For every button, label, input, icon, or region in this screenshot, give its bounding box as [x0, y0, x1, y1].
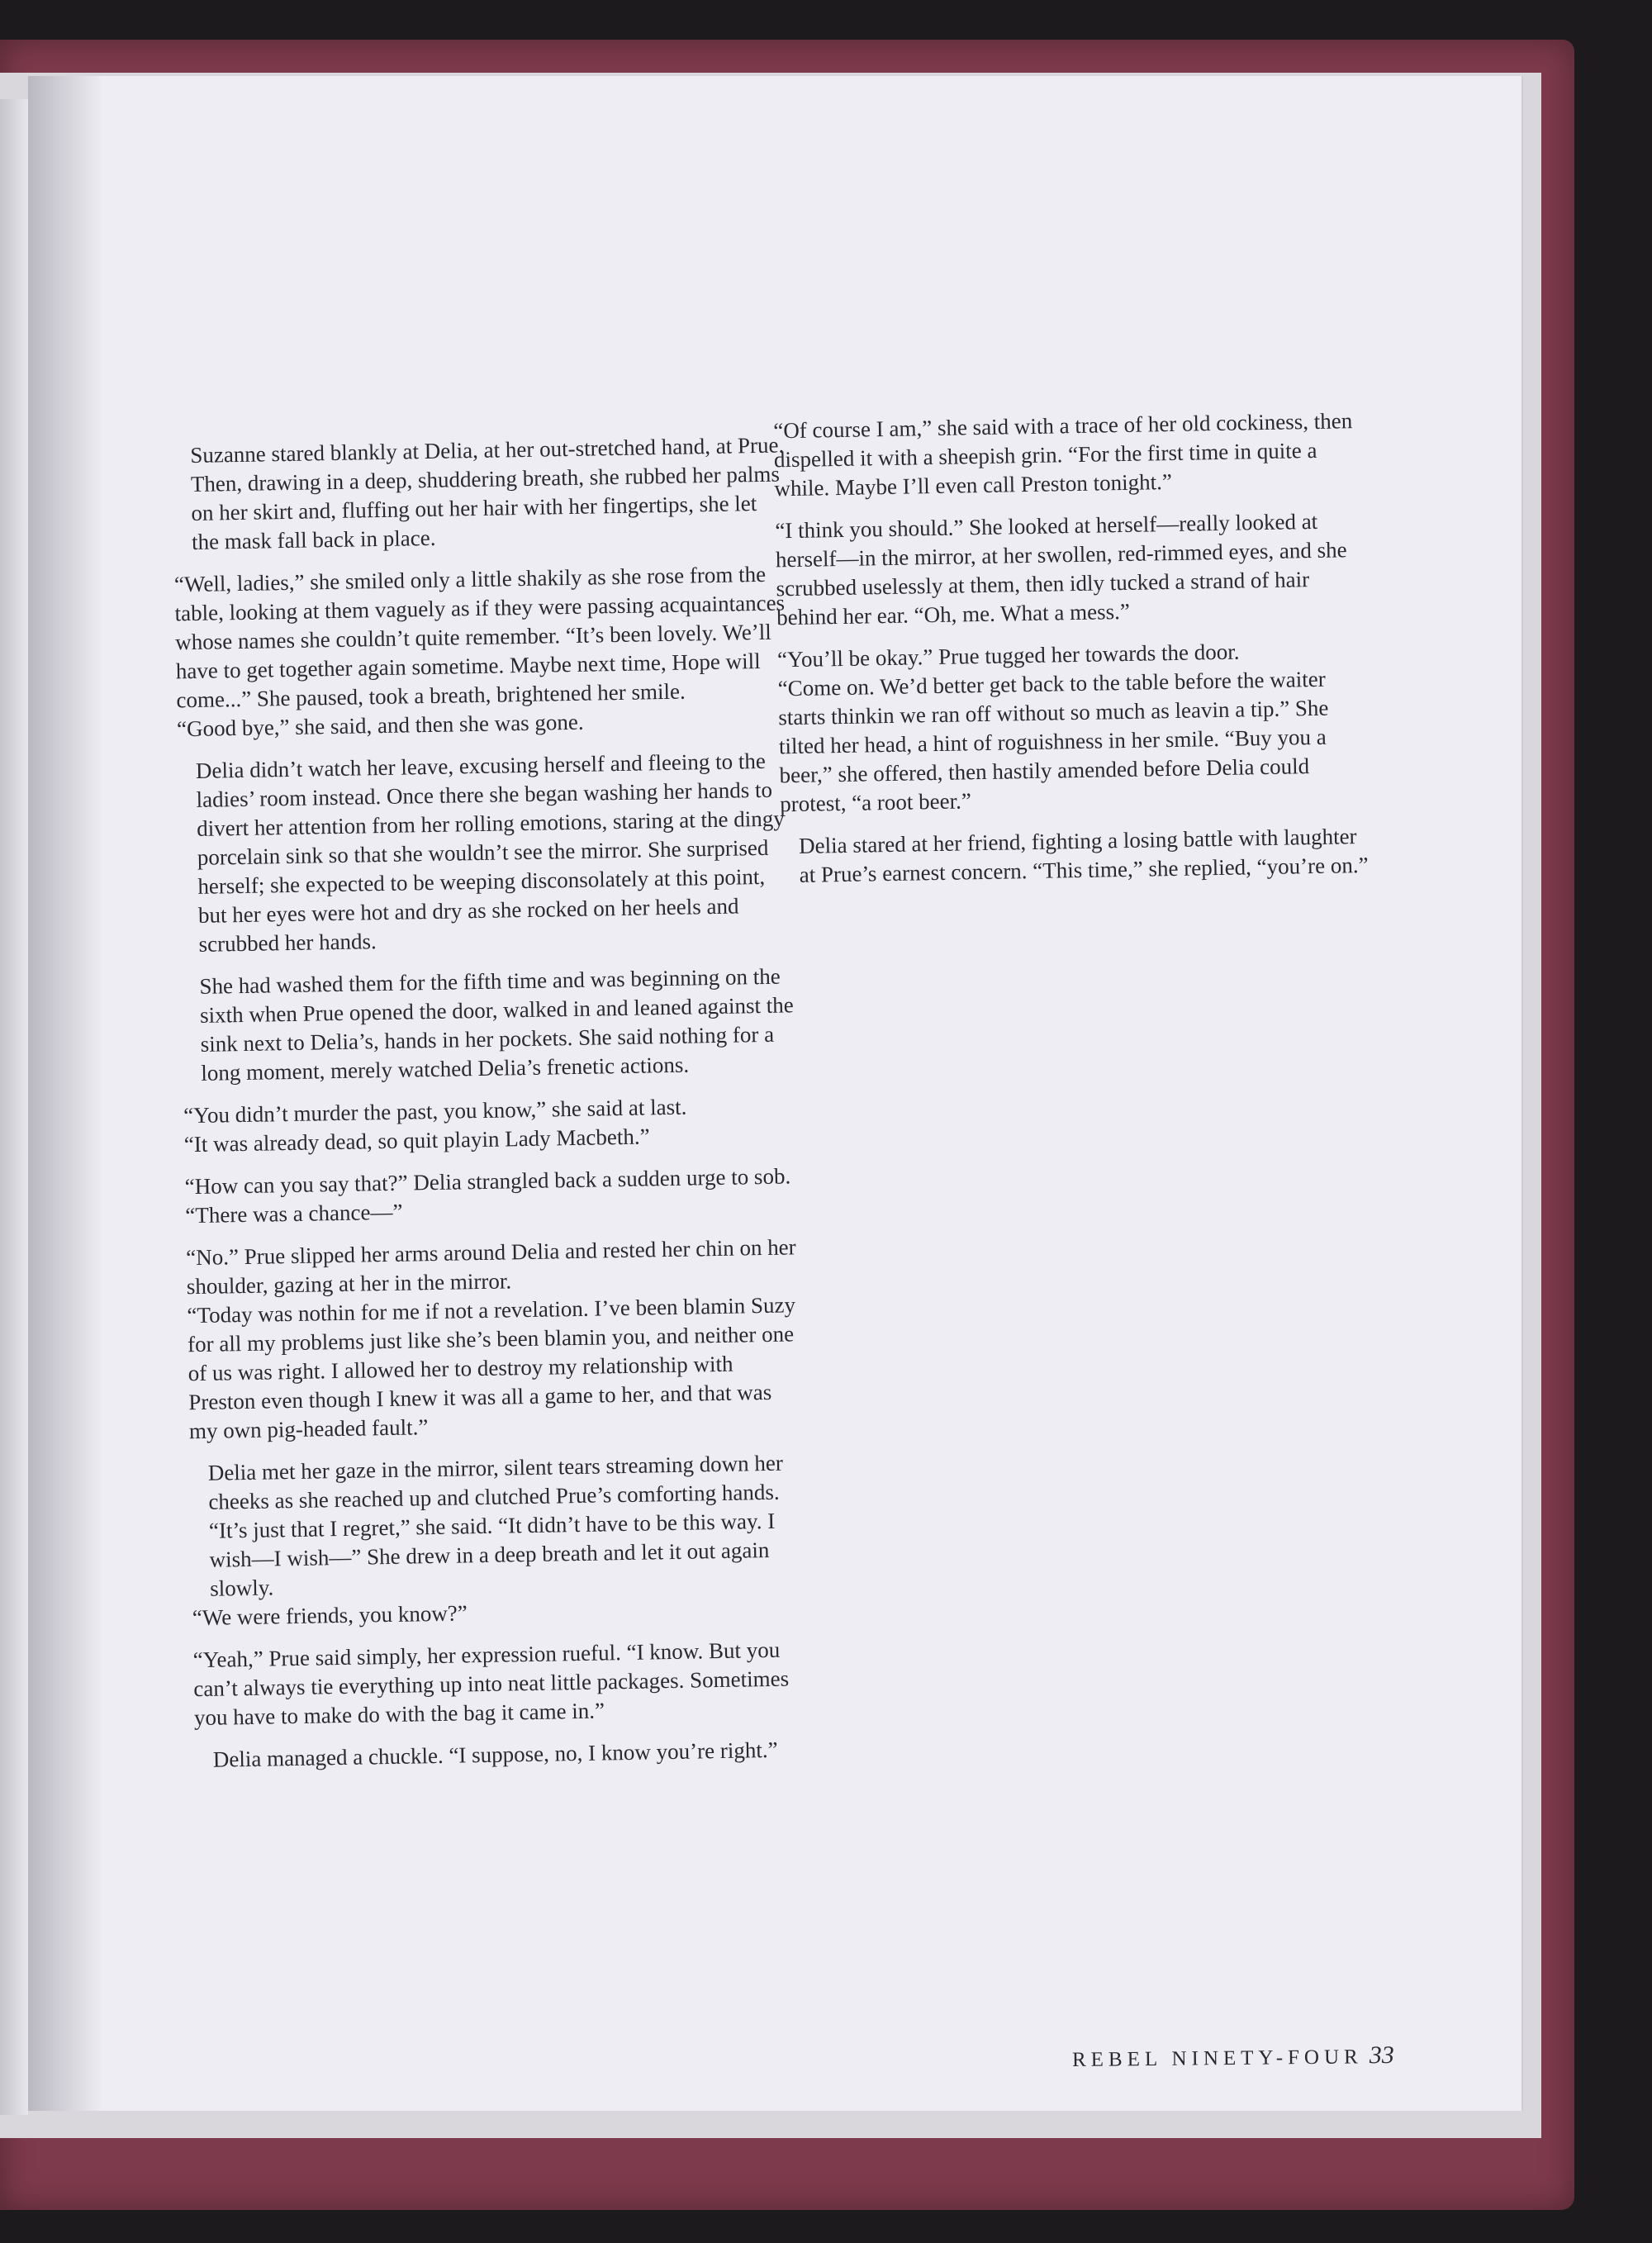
paragraph: “Yeah,” Prue said simply, her expression rueful. “I know. But you can’t always tie everything up into neat little packages. Sometimes you have to make do with the bag it came in.”	[192, 1637, 790, 1731]
paragraph: “Good bye,” she said, and then she was gone.	[176, 709, 584, 742]
paragraph: “You didn’t murder the past, you know,” she said at last.	[183, 1094, 687, 1129]
paragraph: She had washed them for the fifth time and was beginning on the sixth when Prue opened the door, walked in and leaned against the sink next to Delia’s, hands in her pockets. She said nothing for a long moment, merely watched Delia’s frenetic actions.	[199, 963, 795, 1086]
right-text-column	[773, 406, 1378, 903]
paragraph: Suzanne stared blankly at Delia, at her out-stretched hand, at Prue. Then, drawing in a deep, shuddering breath, she rubbed her palms on her skirt and, fluffing out her hair with her fingertips, she let the mask fall back in place.	[190, 432, 785, 554]
paragraph: “You’ll be okay.” Prue tugged her towards the door.	[776, 639, 1240, 672]
running-head: REBEL NINETY-FOUR	[1071, 2046, 1363, 2072]
spine-shade	[28, 76, 102, 2111]
paragraph: “Come on. We’d better get back to the table before the waiter starts thinkin we ran off without so much as leavin a tip.” She tilted her head, a hint of roguishness in her smile. “Buy you a beer,” she offered, then hastily amended before Delia could protest, “a root beer.”	[777, 666, 1329, 817]
paragraph: “It was already dead, so quit playin Lady Macbeth.”	[183, 1124, 650, 1157]
paragraph: Delia met her gaze in the mirror, silent tears streaming down her cheeks as she reached up and clutched Prue’s comforting hands. “It’s just that I regret,” she said. “It didn’t have to be this way. I wish—I wish—” She drew in a deep breath and let it out again slowly.	[207, 1450, 784, 1601]
paragraph: “We were friends, you know?”	[192, 1600, 468, 1631]
left-page-edge	[0, 99, 28, 2115]
paragraph: Delia stared at her friend, fighting a losing battle with laughter at Prue’s earnest concern. “This time,” she replied, “you’re on.”	[798, 824, 1369, 887]
paragraph: Delia managed a chuckle. “I suppose, no, I know you’re right.”	[212, 1737, 778, 1772]
page-number: 33	[1369, 2041, 1394, 2070]
paragraph: “Of course I am,” she said with a trace of her old cockiness, then dispelled it with a sheepish grin. “For the first time in quite a while. Maybe I’ll even call Preston tonight.”	[773, 408, 1353, 501]
paragraph: “No.” Prue slipped her arms around Delia and rested her chin on her shoulder, gazing at her in the mirror.	[185, 1234, 796, 1300]
paragraph: Delia didn’t watch her leave, excusing herself and fleeing to the ladies’ room instead. Once there she began washing her hands to divert her attention from her rolling emotions, staring at the dingy porcelain sink so that she wouldn’t see the mirror. She surprised herself; she expected to be weeping disconsolately at this point, but her eyes were hot and dry as she rocked on her heels and scrubbed her hands.	[195, 748, 785, 957]
page-footer	[1072, 2041, 1394, 2073]
left-text-column	[173, 430, 808, 1787]
paragraph: “How can you say that?” Delia strangled back a sudden urge to sob. “There was a chance—”	[184, 1163, 791, 1228]
paragraph: “Today was nothin for me if not a revelation. I’ve been blamin Suzy for all my problems just like she’s been blamin you, and neither one of us was right. I allowed her to destroy my relationship with Preston even though I knew it was all a game to her, and that was my own pig-headed fault.”	[187, 1292, 796, 1444]
paragraph: “I think you should.” She looked at herself—really looked at herself—in the mirror, at her swollen, red-rimmed eyes, and she scrubbed uselessly at them, then idly tucked a strand of hair behind her ear. “Oh, me. What a mess.”	[775, 508, 1347, 630]
paragraph: “Well, ladies,” she smiled only a little shakily as she rose from the table, looking at them vaguely as if they were passing acquaintances whose names she couldn’t quite remember. “It’s been lovely. We’ll have to get together again sometime. Maybe next time, Hope will come...” She paused, took a breath, brightened her smile.	[173, 561, 786, 713]
